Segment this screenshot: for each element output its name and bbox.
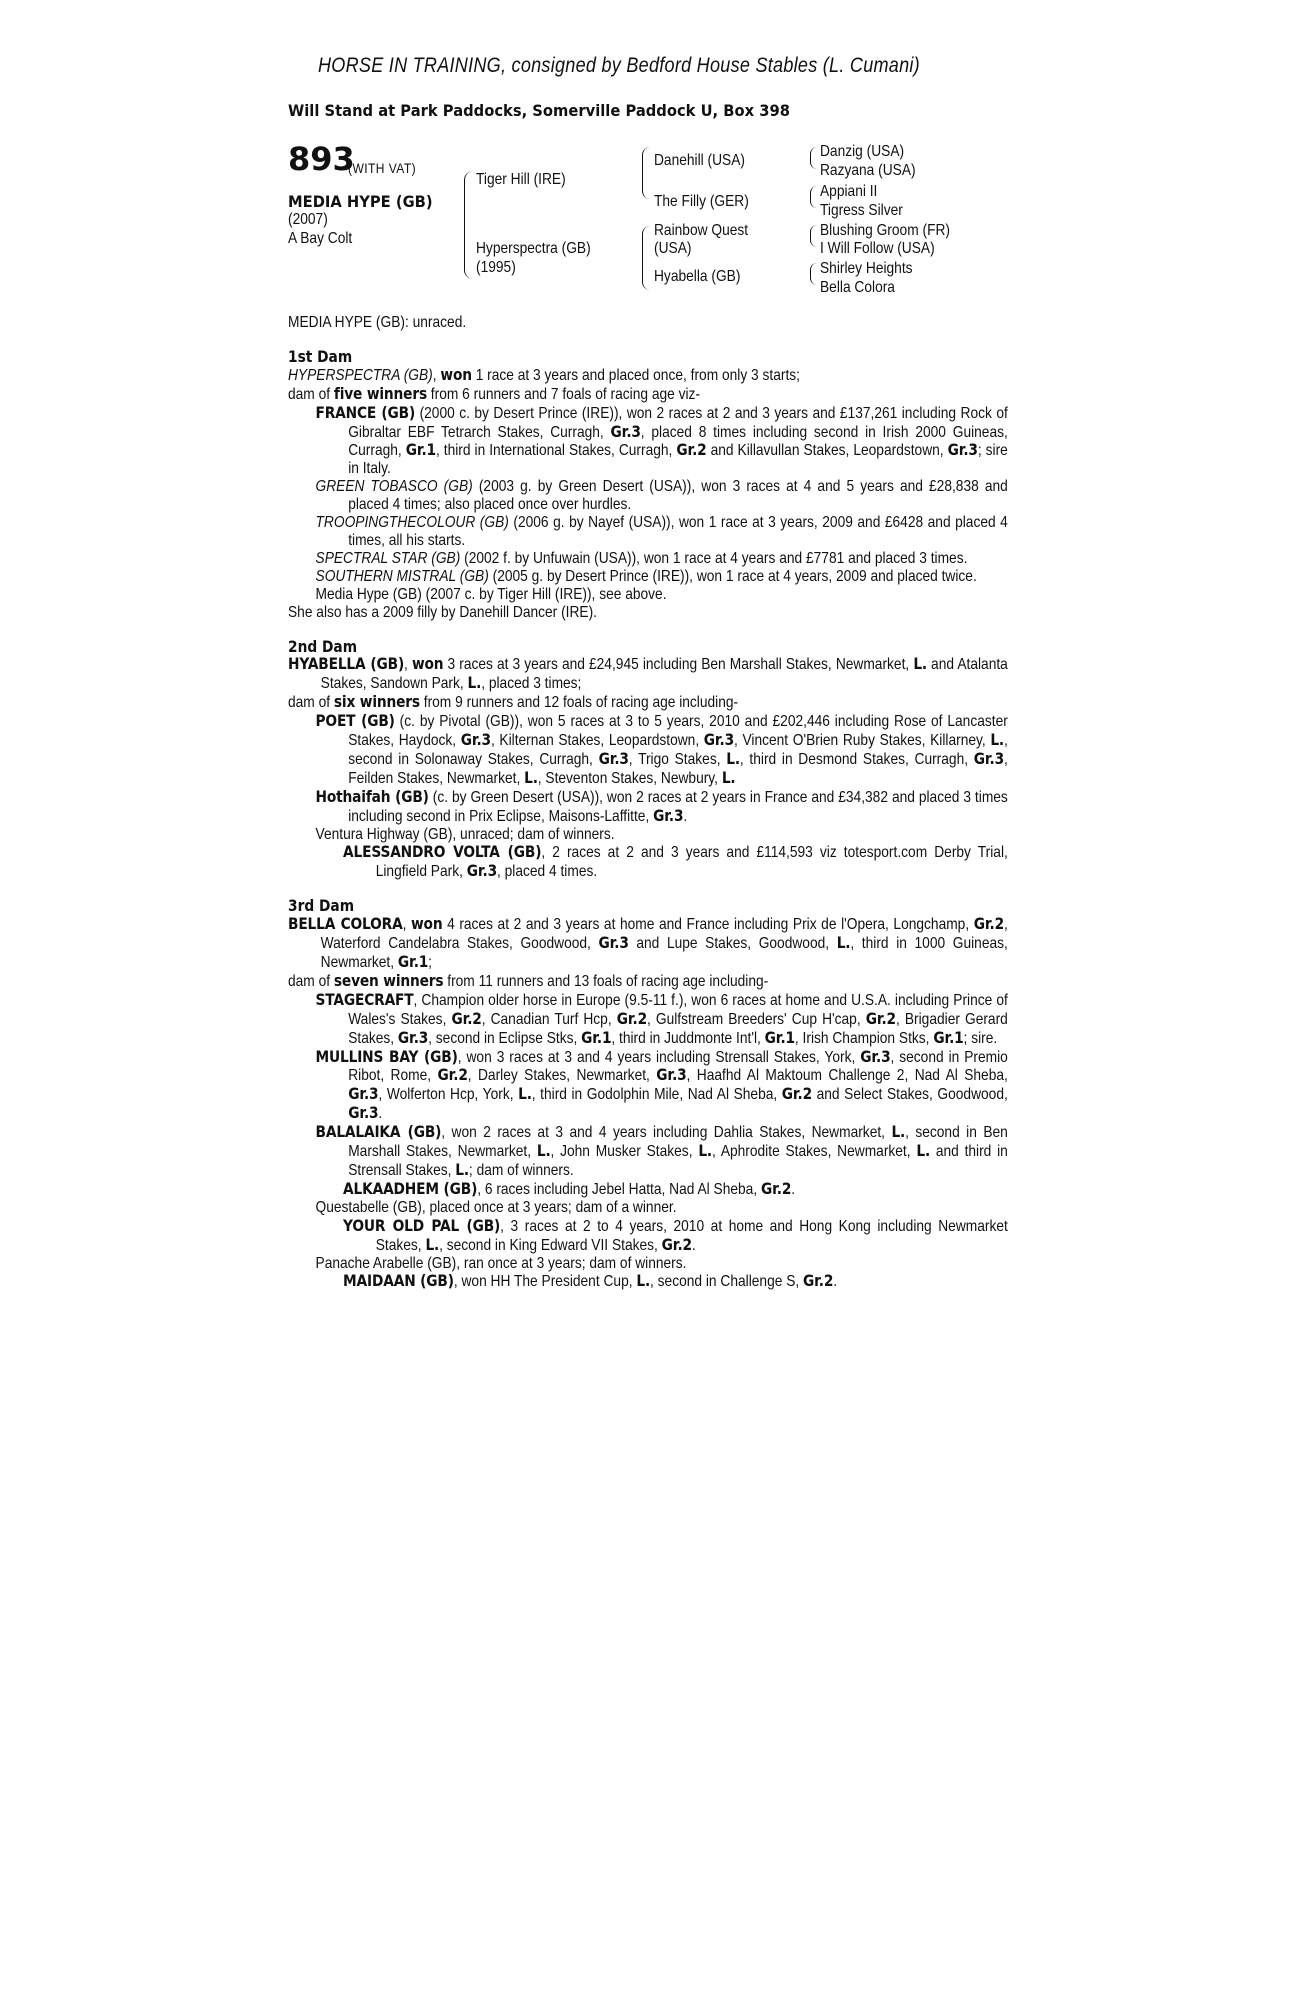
pedigree-gen3-5: Blushing Groom (FR)	[820, 222, 950, 239]
pedigree-gen3-6: I Will Follow (USA)	[820, 240, 935, 257]
produce-media-hype: Media Hype (GB) (2007 c. by Tiger Hill (IRE)), see above.	[315, 585, 667, 603]
produce-record	[288, 314, 1008, 1291]
pedigree-brace-g78	[810, 263, 817, 285]
produce-ventura-highway: Ventura Highway (GB), unraced; dam of winners.	[315, 825, 615, 843]
second-dam-produce: dam of six winners from 9 runners and 12 foals of racing age including-	[288, 692, 739, 712]
third-dam-heading: 3rd Dam	[288, 896, 355, 916]
produce-poet: POET (GB) (c. by Pivotal (GB)), won 5 races at 3 to 5 years, 2010 and £202,446 including Rose of Lancaster Stakes, Haydock, Gr.3, Kilternan Stakes, Leopardstown, Gr.3, Vincent O'Brien Ruby Stakes, Killarney, L., second in Solonaway Stakes, Curragh, Gr.3, Trigo Stakes, L., third in Desmond Stakes, Curragh, Gr.3, Feilden Stakes, Newmarket, L., Steventon Stakes, Newbury, L.	[315, 711, 1008, 787]
pedigree-brace-g12	[810, 147, 817, 169]
stand-location: Will Stand at Park Paddocks, Somerville Paddock U, Box 398	[288, 101, 790, 120]
pedigree-gen3-8: Bella Colora	[820, 279, 895, 296]
produce-balalaika: BALALAIKA (GB), won 2 races at 3 and 4 years including Dahlia Stakes, Newmarket, L., second in Ben Marshall Stakes, Newmarket, L., John Musker Stakes, L., Aphrodite Stakes, Newmarket, L. and third in Strensall Stakes, L.; dam of winners.	[315, 1122, 1008, 1179]
horse-description: A Bay Colt	[288, 230, 353, 247]
second-dam-entry: HYABELLA (GB), won 3 races at 3 years and £24,945 including Ben Marshall Stakes, Newmarket, L. and Atalanta Stakes, Sandown Park, L., placed 3 times;	[288, 654, 1008, 693]
produce-your-old-pal: YOUR OLD PAL (GB), 3 races at 2 to 4 years, 2010 at home and Hong Kong including Newmarket Stakes, L., second in King Edward VII Stakes, Gr.2.	[343, 1215, 1008, 1254]
pedigree-gen3-3: Appiani II	[820, 183, 878, 200]
pedigree-dam-year: (1995)	[476, 259, 516, 276]
horse-year: (2007)	[288, 211, 328, 228]
produce-southern-mistral: SOUTHERN MISTRAL (GB) (2005 g. by Desert Prince (IRE)), won 1 race at 4 years, 2009 and placed twice.	[315, 567, 977, 585]
produce-alkaadhem: ALKAADHEM (GB), 6 races including Jebel Hatta, Nad Al Sheba, Gr.2.	[343, 1178, 796, 1198]
pedigree-gen3-7: Shirley Heights	[820, 260, 913, 277]
pedigree-gen3-1: Danzig (USA)	[820, 143, 905, 160]
first-dam-heading: 1st Dam	[288, 346, 353, 366]
horse-name: MEDIA HYPE (GB)	[288, 192, 433, 211]
produce-maidaan: MAIDAAN (GB), won HH The President Cup, L., second in Challenge S, Gr.2.	[343, 1271, 838, 1291]
pedigree-gen3-4: Tigress Silver	[820, 202, 903, 219]
third-dam-produce: dam of seven winners from 11 runners and 13 foals of racing age including-	[288, 970, 769, 990]
pedigree-brace-main	[464, 171, 473, 279]
second-dam-heading: 2nd Dam	[288, 636, 358, 656]
pedigree-brace-sire	[642, 147, 650, 199]
page-title: HORSE IN TRAINING, consigned by Bedford House Stables (L. Cumani)	[318, 54, 920, 77]
pedigree-gen3-2: Razyana (USA)	[820, 162, 916, 179]
pedigree-sire-sire: Danehill (USA)	[654, 152, 745, 169]
produce-spectral-star: SPECTRAL STAR (GB) (2002 f. by Unfuwain (USA)), won 1 race at 4 years and £7781 and placed 3 times.	[315, 549, 968, 567]
produce-troopingthecolour: TROOPINGTHECOLOUR (GB) (2006 g. by Nayef (USA)), won 1 race at 3 years, 2009 and £6428 and placed 4 times, all his starts.	[315, 514, 1008, 549]
also-note: She also has a 2009 filly by Danehill Dancer (IRE).	[288, 603, 597, 621]
first-dam-entry: HYPERSPECTRA (GB), won 1 race at 3 years and placed once, from only 3 starts;	[288, 364, 800, 384]
pedigree-brace-g56	[810, 225, 817, 247]
first-dam-produce: dam of five winners from 6 runners and 7 foals of racing age viz-	[288, 383, 701, 403]
first-dam-name: HYPERSPECTRA (GB)	[288, 366, 433, 384]
pedigree-dam: Hyperspectra (GB)	[476, 240, 591, 257]
unraced-summary: MEDIA HYPE (GB): unraced.	[288, 314, 467, 331]
produce-questabelle: Questabelle (GB), placed once at 3 years; dam of a winner.	[315, 1198, 677, 1216]
pedigree-sire-dam: The Filly (GER)	[654, 193, 749, 210]
produce-mullins-bay: MULLINS BAY (GB), won 3 races at 3 and 4 years including Strensall Stakes, York, Gr.3, second in Premio Ribot, Rome, Gr.2, Darley Stakes, Newmarket, Gr.3, Haafhd Al Maktoum Challenge 2, Nad Al Sheba, Gr.3, Wolferton Hcp, York, L., third in Godolphin Mile, Nad Al Sheba, Gr.2 and Select Stakes, Goodwood, Gr.3.	[315, 1046, 1008, 1123]
produce-green-tobasco: GREEN TOBASCO (GB) (2003 g. by Green Desert (USA)), won 3 races at 4 and 5 years and £28,838 and placed 4 times; also placed once over hurdles.	[315, 478, 1008, 514]
pedigree-sire: Tiger Hill (IRE)	[476, 171, 566, 188]
lot-number: 893	[288, 140, 355, 178]
pedigree-dam-dam: Hyabella (GB)	[654, 268, 741, 285]
pedigree-brace-dam	[642, 226, 650, 290]
produce-stagecraft: STAGECRAFT, Champion older horse in Europe (9.5-11 f.), won 6 races at home and U.S.A. including Prince of Wales's Stakes, Gr.2, Canadian Turf Hcp, Gr.2, Gulfstream Breeders' Cup H'cap, Gr.2, Brigadier Gerard Stakes, Gr.3, second in Eclipse Stks, Gr.1, third in Juddmonte Int'l, Gr.1, Irish Champion Stks, Gr.1; sire.	[315, 989, 1008, 1047]
produce-hothaifah: Hothaifah (GB) (c. by Green Desert (USA)), won 2 races at 2 years in France and £34,382 and placed 3 times including second in Prix Eclipse, Maisons-Laffitte, Gr.3.	[315, 786, 1008, 825]
pedigree-brace-g34	[810, 186, 817, 208]
vat-note: (WITH VAT)	[348, 160, 417, 176]
produce-alessandro-volta: ALESSANDRO VOLTA (GB), 2 races at 2 and 3 years and £114,593 viz totesport.com Derby Trial, Lingfield Park, Gr.3, placed 4 times.	[343, 842, 1008, 881]
produce-france: FRANCE (GB) (2000 c. by Desert Prince (IRE)), won 2 races at 2 and 3 years and £137,261 including Rock of Gibraltar EBF Tetrarch Stakes, Curragh, Gr.3, placed 8 times including second in Irish 2000 Guineas, Curragh, Gr.1, third in International Stakes, Curragh, Gr.2 and Killavullan Stakes, Leopardstown, Gr.3; sire in Italy.	[315, 402, 1008, 478]
produce-panache-arabelle: Panache Arabelle (GB), ran once at 3 years; dam of winners.	[315, 1254, 687, 1272]
third-dam-entry: BELLA COLORA, won 4 races at 2 and 3 years at home and France including Prix de l'Opera, Longchamp, Gr.2, Waterford Candelabra Stakes, Goodwood, Gr.3 and Lupe Stakes, Goodwood, L., third in 1000 Guineas, Newmarket, Gr.1;	[288, 914, 1008, 971]
pedigree-dam-sire-country: (USA)	[654, 240, 692, 257]
pedigree-dam-sire: Rainbow Quest	[654, 222, 749, 239]
